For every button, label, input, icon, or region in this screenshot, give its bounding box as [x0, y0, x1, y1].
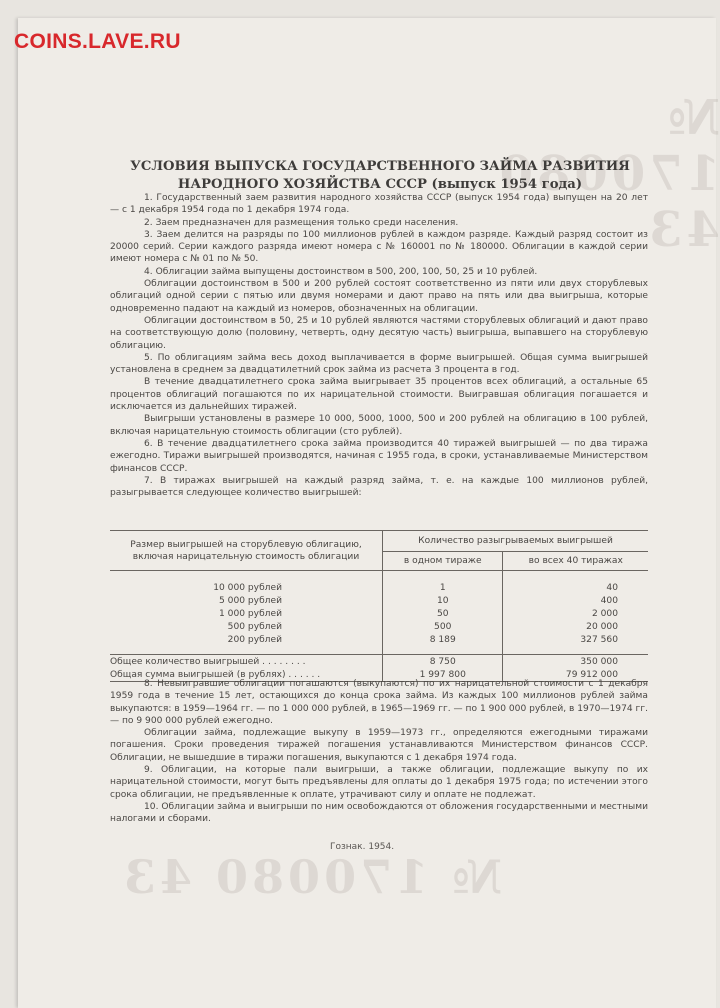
paragraph: Облигации достоинством в 50, 25 и 10 рублей являются частями сторублевых облигаций и дают право на соответствующую долю (половину, четверть, одну десятую часть) выигрыша, выпавшего на сторублевую облигацию. [110, 315, 648, 351]
site-watermark: COINS.LAVE.RU [14, 30, 181, 53]
conditions-text [110, 192, 648, 499]
prize-amount: 10 000 рублей [110, 581, 383, 594]
conditions-text-2 [110, 678, 648, 826]
paragraph: 4. Облигации займа выпущены достоинством в 500, 200, 100, 50, 25 и 10 рублей. [144, 266, 538, 277]
printer-mark: Гознак. 1954. [330, 842, 395, 852]
prize-count-one: 10 [383, 594, 503, 607]
paragraph: Облигации достоинством в 500 и 200 рублей состоят соответственно из пяти или двух сторублевых облигаций одной серии с пятью или двумя номерами и дают право на пять или два выигрыша, которые одновременно падают на каждый из номеров, обозначенных на облигации. [110, 279, 648, 314]
paragraph: 2. Заем предназначен для размещения только среди населения. [144, 217, 459, 228]
total-count-row [110, 655, 648, 669]
total-count-label: Общее количество выигрышей . . . . . . . . [110, 655, 383, 669]
prizes-table [110, 530, 648, 682]
paragraph: 1. Государственный заем развития народного хозяйства СССР (выпуск 1954 года) выпущен на 20 лет — с 1 декабря 1954 года по 1 декабря 1974 года. [110, 193, 648, 216]
table-subheader-all-draws: во всех 40 тиражах [503, 552, 648, 571]
total-sum-label: Общая сумма выигрышей (в рублях) . . . . . . [110, 668, 383, 682]
paragraph: В течение двадцатилетнего срока займа выигрывает 35 процентов всех облигаций, а остальные 65 процентов облигаций погашаются по их нарицательной стоимости. Выигравшая облигация погашается и исключается из дальнейших тиражей. [110, 377, 648, 413]
prize-amount: 500 рублей [110, 620, 383, 633]
paragraph: 10. Облигации займа и выигрыши по ним освобождаются от обложения государственными и местными налогами и сборами. [110, 801, 648, 825]
prize-count-all: 40 [606, 582, 618, 593]
prize-count-one: 1 [383, 581, 503, 594]
prize-count-all: 2 000 [591, 608, 618, 619]
paragraph: Облигации займа, подлежащие выкупу в 1959—1973 гг., определяются ежегодными тиражами погашения. Сроки проведения тиражей погашения устанавливаются Министерством финансов СССР. Облигации, не вышедшие в тиражи погашения, выкупаются с 1 декабря 1974 года. [110, 728, 648, 763]
paragraph: Выигрыши установлены в размере 10 000, 5000, 1000, 500 и 200 рублей на облигацию в 100 рублей, включая нарицательную стоимость облигации (сто рублей). [110, 414, 648, 437]
prize-count-all: 20 000 [586, 621, 618, 632]
spacer [110, 571, 383, 582]
table-row [110, 620, 648, 633]
table-row [110, 607, 648, 620]
table-header-count: Количество разыгрываемых выигрышей [383, 531, 649, 552]
title-line-1: УСЛОВИЯ ВЫПУСКА ГОСУДАРСТВЕННОГО ЗАЙМА РАЗВИТИЯ [130, 159, 630, 174]
paragraph: 6. В течение двадцатилетнего срока займа производится 40 тиражей выигрышей — по два тиража ежегодно. Тиражи выигрышей производятся, начиная с 1955 года, в сроки, устанавливаемые Министерством финансов СССР. [110, 438, 648, 474]
table-row [110, 581, 648, 594]
total-sum-all: 79 912 000 [503, 668, 648, 682]
paragraph: 3. Заем делится на разряды по 100 миллионов рублей в каждом разряде. Каждый разряд состоит из 20000 серий. Серии каждого разряда имеют номера с № 160001 по № 180000. Облигации в каждой серии имеют номера с № 01 по № 50. [110, 229, 648, 265]
paragraph: 7. В тиражах выигрышей на каждый разряд займа, т. е. на каждые 100 миллионов рублей, разыгрывается следующее количество выигрышей: [110, 475, 648, 499]
prize-count-one: 50 [383, 607, 503, 620]
title-line-2: НАРОДНОГО ХОЗЯЙСТВА СССР (выпуск 1954 года) [177, 177, 583, 192]
table-row [110, 633, 648, 646]
table-header-prize-size: Размер выигрышей на сторублевую облигацию, включая нарицательную стоимость облигации [110, 531, 383, 571]
prize-amount: 1 000 рублей [110, 607, 383, 620]
paragraph: 8. Невыигравшие облигации погашаются (выкупаются) по их нарицательной стоимости с 1 декабря 1959 года в течение 15 лет, остающихся до конца срока займа. Из каждых 100 миллионов рублей займа выкупаются: в 1959—1964 гг. — по 1 000 000 рублей, в 1965—1969 гг. — по 1 900 000 рублей, в 1970—1974 гг. — по 9 900 000 рублей ежегодно. [110, 679, 648, 726]
paragraph: 5. По облигациям займа весь доход выплачивается в форме выигрышей. Общая сумма выигрышей установлена в среднем за двадцатилетний срок займа из расчета 3 процента в год. [110, 352, 648, 376]
prize-amount: 200 рублей [110, 633, 383, 646]
total-sum-one: 1 997 800 [383, 668, 503, 682]
table-row [110, 594, 648, 607]
prize-count-one: 500 [383, 620, 503, 633]
prize-count-one: 8 189 [383, 633, 503, 646]
ghost-serial-bottom: № 170080 43 [120, 850, 503, 904]
table-subheader-one-draw: в одном тираже [383, 552, 503, 571]
paragraph: 9. Облигации, на которые пали выигрыши, а также облигации, подлежащие выкупу по их нарицательной стоимости, могут быть предъявлены для оплаты до 1 декабря 1975 года; по истечении этого срока облигации, не предъявленные к оплате, утрачивают силу и оплате не подлежат. [110, 765, 648, 800]
prize-count-all: 400 [600, 595, 618, 606]
prize-count-all: 327 560 [580, 634, 618, 645]
total-count-all: 350 000 [503, 655, 648, 669]
total-count-one: 8 750 [383, 655, 503, 669]
prize-amount: 5 000 рублей [110, 594, 383, 607]
ghost-serial-top: № 170080 43 [495, 90, 720, 258]
